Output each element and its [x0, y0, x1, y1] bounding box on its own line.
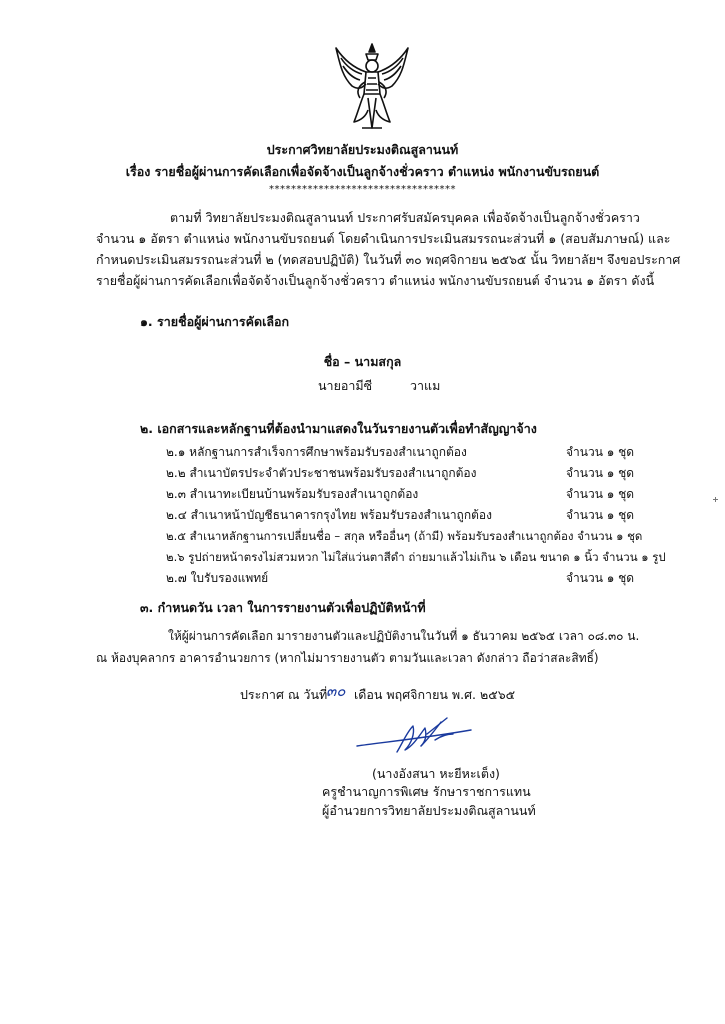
dateline-suffix: เดือน พฤศจิกายน พ.ศ. ๒๕๖๕ [354, 687, 516, 702]
intro-line-2: จำนวน ๑ อัตรา ตำแหน่ง พนักงานขับรถยนต์ โดยดำเนินการประเมินสมรรถนะส่วนที่ ๑ (สอบสัมภาษณ์) และ [96, 231, 671, 246]
intro-line-3: กำหนดประเมินสมรรถนะส่วนที่ ๒ (ทดสอบปฏิบัติ) ในวันที่ ๓๐ พฤศจิกายน ๒๕๖๕ นั้น วิทยาลัยฯ จึงขอประกาศ [96, 252, 681, 267]
section-3-heading: ๓. กำหนดวัน เวลา ในการรายงานตัวเพื่อปฏิบัติหน้าที่ [140, 600, 426, 615]
asterisk-divider: ********************************** [269, 184, 456, 195]
document-item: ๒.๗ ใบรับรองแพทย์ [166, 571, 269, 585]
garuda-emblem-icon [332, 42, 412, 138]
signatory-name: (นางอังสนา หะยีหะเต็ง) [372, 766, 500, 781]
report-instruction-line-1: ให้ผู้ผ่านการคัดเลือก มารายงานตัวและปฏิบัติงานในวันที่ ๑ ธันวาคม ๒๕๖๕ เวลา ๐๘.๓๐ น. [168, 629, 640, 643]
signatory-position-line-1: ครูชำนาญการพิเศษ รักษาราชการแทน [322, 784, 531, 799]
document-item-qty: จำนวน ๑ ชุด [566, 508, 635, 522]
document-item-qty: จำนวน ๑ ชุด [566, 445, 635, 459]
document-item: ๒.๓ สำเนาทะเบียนบ้านพร้อมรับรองสำเนาถูกต้อง [166, 487, 419, 501]
signatory-position-line-2: ผู้อำนวยการวิทยาลัยประมงติณสูลานนท์ [322, 803, 536, 818]
document-item: ๒.๖ รูปถ่ายหน้าตรงไม่สวมหวก ไม่ใส่แว่นตาสีดำ ถ่ายมาแล้วไม่เกิน ๖ เดือน ขนาด ๑ นิ้ว จำนวน ๑ รูป [166, 550, 666, 564]
section-1-heading: ๑. รายชื่อผู้ผ่านการคัดเลือก [140, 314, 290, 329]
handwritten-signature-icon [355, 712, 475, 762]
handwritten-day: ๓๐ [326, 682, 346, 700]
candidate-first-name: นายอามีซี [318, 378, 373, 393]
document-item-qty: จำนวน ๑ ชุด [566, 466, 635, 480]
candidate-last-name: วาแม [410, 378, 441, 393]
registration-mark-icon [713, 497, 718, 502]
document-item-qty: จำนวน ๑ ชุด [566, 487, 635, 501]
document-item: ๒.๒ สำเนาบัตรประจำตัวประชาชนพร้อมรับรองสำเนาถูกต้อง [166, 466, 477, 480]
intro-line-1: ตามที่ วิทยาลัยประมงติณสูลานนท์ ประกาศรับสมัครบุคคล เพื่อจัดจ้างเป็นลูกจ้างชั่วคราว [170, 210, 640, 225]
document-item-qty: จำนวน ๑ ชุด [566, 571, 635, 585]
document-item: ๒.๑ หลักฐานการสำเร็จการศึกษาพร้อมรับรองสำเนาถูกต้อง [166, 445, 467, 459]
section-2-heading: ๒. เอกสารและหลักฐานที่ต้องนำมาแสดงในวันรายงานตัวเพื่อทำสัญญาจ้าง [140, 421, 537, 436]
intro-line-4: รายชื่อผู้ผ่านการคัดเลือกเพื่อจัดจ้างเป็นลูกจ้างชั่วคราว ตำแหน่ง พนักงานขับรถยนต์ จำนวน ๑ อัตรา ดังนี้ [96, 273, 655, 288]
document-item: ๒.๕ สำเนาหลักฐานการเปลี่ยนชื่อ – สกุล หรืออื่นๆ (ถ้ามี) พร้อมรับรองสำเนาถูกต้อง จำนวน ๑ ชุด [166, 529, 643, 543]
document-item: ๒.๔ สำเนาหน้าบัญชีธนาคารกรุงไทย พร้อมรับรองสำเนาถูกต้อง [166, 508, 492, 522]
subject-line: เรื่อง รายชื่อผู้ผ่านการคัดเลือกเพื่อจัดจ้างเป็นลูกจ้างชั่วคราว ตำแหน่ง พนักงานขับรถยนต์ [125, 164, 600, 179]
announcement-title: ประกาศวิทยาลัยประมงติณสูลานนท์ [266, 142, 459, 157]
dateline-prefix: ประกาศ ณ วันที่ [240, 687, 328, 702]
report-instruction-line-2: ณ ห้องบุคลากร อาคารอำนวยการ (หากไม่มารายงานตัว ตามวันและเวลา ดังกล่าว ถือว่าสละสิทธิ์) [96, 651, 599, 665]
name-column-header: ชื่อ – นามสกุล [323, 354, 402, 369]
